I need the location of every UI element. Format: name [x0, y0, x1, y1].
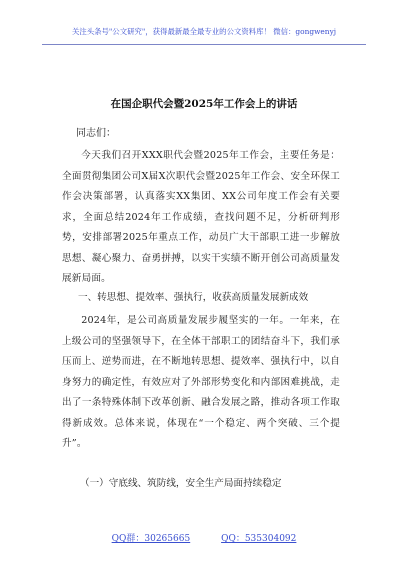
body-paragraph: 2024年，是公司高质量发展步履坚实的一年。一年来，在上级公司的坚强领导下，在全体干部职工的团结奋斗下，我们承压而上、逆势而进，在不断地转思想、提效率、强执行中，以自身努力的确定性，有效应对了外部形势变化和内部困难挑战，走出了一条特殊体制下改革创新、融合发展之路，推动各项工作取得新成效。总体来说，体现在“一个稳定、两个突破、三个提升”。 [62, 315, 340, 449]
section-heading: 一、转思想、提效率、强执行，收获高质量发展新成效 [78, 292, 309, 303]
intro-paragraph: 今天我们召开XXX职代会暨2025年工作会，主要任务是：全面贯彻集团公司X届X次职代会暨2025年工作会、安全环保工作会决策部署，认真落实XX集团、XX公司年度工作会有关要求，全面总结2024年工作成绩，查找问题不足，分析研判形势，安排部署2025年重点工作，动员广大干部职工进一步解放思想、凝心聚力、奋勇拼搏，以实干实绩不断开创公司高质量发展新局面。 [62, 150, 340, 284]
document-title: 在国企职代会暨2025年工作会上的讲话 [110, 98, 298, 110]
header-divider [42, 44, 366, 45]
footer-qq-contact[interactable]: QQ：535304092 [221, 534, 297, 544]
subsection-heading: （一）守底线、筑防线，安全生产局面持续稳定 [80, 478, 282, 489]
footer-qq-group[interactable]: QQ群：30265665 [111, 534, 191, 544]
header-banner: 关注头条号"公文研究"，获得最新最全最专业的公文资料库！ 微信：gongwenyj [71, 27, 337, 36]
greeting: 同志们： [76, 128, 116, 139]
footer-contacts [0, 531, 408, 544]
